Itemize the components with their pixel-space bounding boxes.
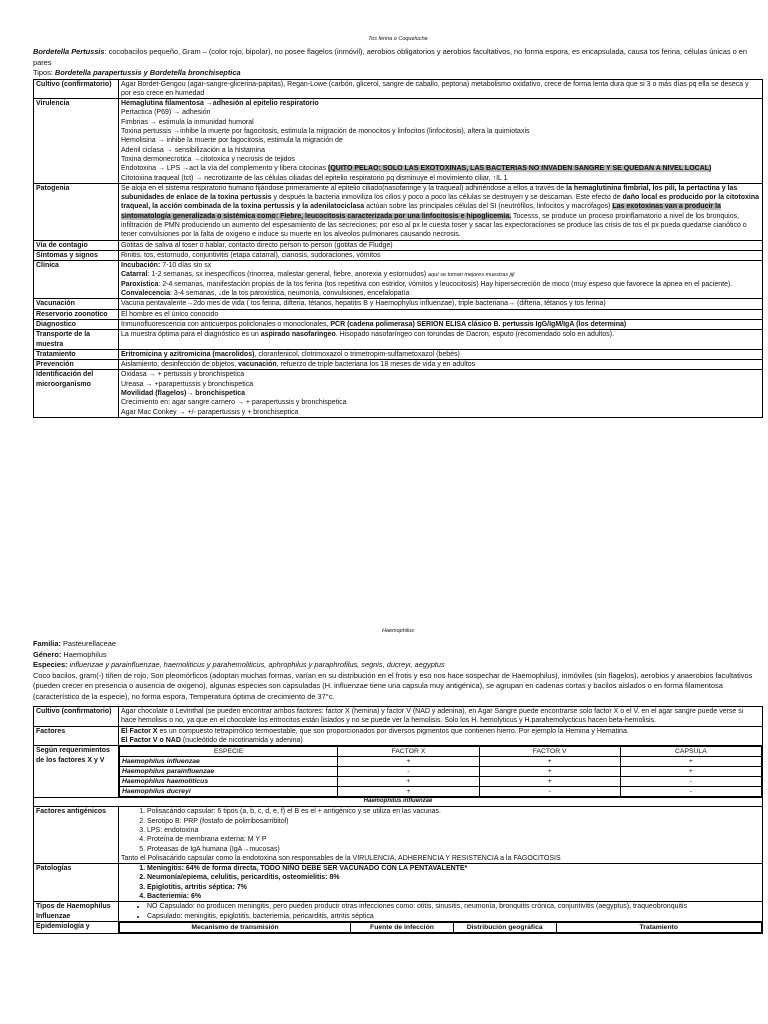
familia-value: Pasteurellaceae	[62, 639, 116, 648]
row-value	[119, 902, 763, 922]
column-header: Distribución geográfica	[453, 922, 556, 932]
tipos-label: Tipos:	[33, 68, 55, 78]
list-item: 3. Epiglotitis, artritis séptica: 7%	[147, 883, 760, 892]
row-label: Vía de contagio	[34, 240, 119, 250]
bold-span: aspirado nasofaríngeo	[260, 331, 336, 339]
antigen-list	[121, 807, 760, 853]
table-cell: +	[479, 767, 620, 777]
bold-span: Incubación:	[121, 262, 161, 270]
intro-paragraph	[33, 639, 763, 702]
row-value	[119, 319, 763, 329]
row-label: Tipos de Haemophilus Influenzae	[34, 902, 119, 922]
table-cell: +	[479, 757, 620, 767]
list-item: • NO Capsulado: no producen meningitis, pero pueden producir otras infecciones como: otitis, sinusitis, neumonía, bronquitis crónica, conjuntivitis (aegyptus), traqueobronquitis	[147, 902, 760, 911]
pertussis-table	[33, 79, 763, 418]
table-cell: Haemophilus influenzae	[120, 757, 338, 767]
table-row	[120, 787, 762, 797]
text-span: Inmunofluorescencia con anticuerpos policlonales o monoclonales,	[121, 320, 331, 328]
row-label: Síntomas y signos	[34, 250, 119, 260]
bold-span: Catarral	[121, 271, 148, 279]
list-item: Citotoxina traqueal (tct) → necrotizante de las células ciliadas del epitelio respiratorio pq disminuye el movimiento ciliar, ↑IL 1	[121, 174, 508, 182]
row-label: Reservorio zoonotico	[34, 309, 119, 319]
especies-label: Especies:	[33, 660, 70, 670]
list-item: Oxidasa → + pertussis y bronchispetica	[121, 371, 245, 379]
table-cell: Haemophilus ducreyi	[120, 787, 338, 797]
row-label: Transporte de la muestra	[34, 330, 119, 350]
text-span: (nucleótido de nicotinamida y adenina)	[180, 736, 303, 744]
list-item: 2. Neumonía/epiema, celulitis, pericarditis, osteomielitis: 8%	[147, 873, 760, 882]
doc-section-haemophilus	[33, 628, 763, 934]
table-cell: -	[620, 777, 761, 787]
text-span: : 1-2 semanas, sx inespecíficos (rinorrea, malestar general, fiebre, anorexia y estornudos)	[147, 271, 428, 279]
row-label: Factores	[34, 726, 119, 746]
row-value	[119, 746, 763, 798]
table-cell: +	[620, 767, 761, 777]
bold-span: daño local es producido por la citotoxina traqueal, la acción combinada de la toxina pertussis y la adenilatociclasa	[121, 194, 760, 211]
list-item: Hemaglutina filamentosa →adhesión al epitelio respiratorio	[121, 100, 319, 108]
table-row	[34, 79, 763, 99]
column-header: Fuente de infección	[351, 922, 454, 932]
table-cell: +	[338, 777, 479, 787]
list-item: 1. Meningitis: 64% de forma directa, TODO NIÑO DEBE SER VACUNADO CON LA PENTAVALENTE*	[147, 864, 760, 873]
table-row	[34, 330, 763, 350]
intro-paragraph	[33, 47, 763, 79]
text-span: : 2-4 semanas, manifestación propias de la tos ferina (tos repetitiva con estridor, vómitos y leucocitosis) Hay hipersecreción de moco (muy espeso que favorece la apnea en el paciente).	[158, 280, 733, 288]
column-header: FACTOR V	[479, 747, 620, 757]
bold-span: El Factor V o NAD	[121, 736, 181, 744]
list-item: 4. Proteína de membrana externa: M Y P	[147, 835, 760, 844]
table-row	[34, 864, 763, 902]
list-item: Pertactica (P69) → adhesión	[121, 109, 211, 117]
row-value	[119, 261, 763, 299]
column-header: FACTOR X	[338, 747, 479, 757]
text-span: y después la bacteria inmoviliza los cilios y poco a poco las células se destruyen y se descaman. Este efecto de	[271, 194, 623, 202]
text-span: 7-10 días sin sx	[160, 262, 212, 270]
pathology-list	[121, 864, 760, 901]
row-label: Cultivo (confirmatorio)	[34, 79, 119, 99]
column-header: ESPECIE	[120, 747, 338, 757]
text-span: Tocesss, se produce un proceso proinflamatorio a nivel de los bronquios, infiltración de PMN produciendo un aumento del espesamiento de las secreciones; por eso al px le cuesta toser y sacar las expectoraciones se produce las crisis de tos el px pueda quedarse cianótico o tener convulsiones por la falta de oxigeno e induce su muerte en los alveolos pulmonares causando necrosis.	[121, 212, 747, 239]
table-cell: -	[479, 787, 620, 797]
list-item: • Capsulado: meningitis, epiglotitis, bacteriemia, pericarditis, artritis séptica	[147, 912, 760, 921]
column-header: CAPSULA	[620, 747, 761, 757]
table-row	[34, 349, 763, 359]
table-row	[34, 807, 763, 864]
list-item: Ureasa → +parapertussis y bronchispetica	[121, 380, 254, 388]
doc-section-pertussis	[33, 36, 763, 418]
table-row	[120, 757, 762, 767]
text-span: La muestra óptima para el diagnóstico es un	[121, 331, 261, 339]
row-value	[119, 330, 763, 350]
row-label: Identificación del microorganismo	[34, 370, 119, 417]
table-cell: Haemophilus haemoliticus	[120, 777, 338, 787]
especies-value: influenzae y parainfluenzae, haemoliticus y parahemoliticus, aphrophilus y paraphrofilus, segnis, ducreyi, aegyptus	[69, 660, 445, 670]
familia-label: Familia:	[33, 639, 63, 648]
row-label: Según requerimientos de los factores X y V	[34, 746, 119, 798]
list-item: Adenil ciclasa → sensibilización a la histamina	[121, 146, 265, 154]
page-title: Haemophilus	[381, 628, 415, 634]
types-list	[121, 902, 760, 921]
list-item: 1. Polisacárido capsular: 6 tipos (a, b, c, d, e, f) el B es el + antigénico y se utiliza en las vacunas.	[147, 807, 760, 816]
row-value	[119, 370, 763, 417]
text-span: . Hisopado nasofaríngeo con torundas de Dacron, esputo (recomendado solo en adultos).	[335, 331, 615, 339]
row-label: Tratamiento	[34, 349, 119, 359]
table-cell: +	[479, 777, 620, 787]
bold-span: la hemaglutinina fimbrial, los pili, la pertactina y las subunidades de enlace de la toxina pertussis	[121, 184, 738, 202]
list-item: Crecimiento en: agar sangre carnero → + parapertussis y bronchispetica	[121, 399, 347, 407]
list-item: 3. LPS: endotoxina	[147, 826, 760, 835]
table-row	[34, 309, 763, 319]
text-span: : 3-4 semanas, ↓de la tos paroxística, neumonía, convulsiones, encefalopatía	[170, 290, 410, 298]
row-value	[119, 921, 763, 933]
description: Coco bacilos, gram(-) tiñen de rojo, Son pleomórficos (adoptan muchas formas, varían en su distribución en el frotis y eso nos hace sospechar de Haemophilus), inmóviles (sin flagelos), aerobios y anaerobios facultativos (pueden crecer en presencia o ausencia de oxigeno), algunas especies son capsuladas (H. influenzae tiene una capsula muy antigénica), se agrupan en cadenas cortas y bacilos aislados o en forma filamentosa (característico de la especie), no forma espora, Temperatura óptima de crecimiento de 37°c.	[33, 670, 753, 701]
table-row	[34, 726, 763, 746]
table-row	[120, 767, 762, 777]
row-value: Gotitas de saliva al toser o hablar, contacto directo person to person (gotitas de Fludge)	[119, 240, 763, 250]
bold-span: vacunación	[238, 361, 277, 369]
text-span: Tanto el Polisacárido capsular como la endotoxina son responsables de la VIRULENCIA, ADHERENCIA Y RESISTENCIA a la FAGOCITOSIS	[121, 854, 561, 862]
row-value	[119, 99, 763, 184]
text-span: , refuerzo de triple bacteriana los 18 meses de vida y en adultos	[276, 361, 476, 369]
organism-name: Bordetella Pertussis	[33, 47, 105, 56]
row-label: Virulencia	[34, 99, 119, 184]
table-cell: -	[338, 767, 479, 777]
row-value	[119, 807, 763, 864]
tipos-value: Bordetella parapertussis y Bordetella bronchiseptica	[54, 68, 241, 78]
row-label: Clínica	[34, 261, 119, 299]
haemophilus-table	[33, 706, 763, 934]
table-cell: -	[620, 787, 761, 797]
table-cell: +	[338, 787, 479, 797]
list-item: 5. Proteasas de IgA humana (IgA→mucosas)	[147, 845, 760, 854]
list-item: 2. Serotipo B: PRP (fostafo de polirribosarribitol)	[147, 817, 760, 826]
text-span: , cloranfenicol, clotrimoxazol o trimetropim-sulfametoxazol (bebés)	[254, 350, 460, 358]
row-value	[119, 726, 763, 746]
table-cell: Haemophilus parainfluenzae	[120, 767, 338, 777]
row-label: Epidemiología y	[34, 921, 119, 933]
list-item: 4. Bacteriemia: 6%	[147, 892, 760, 901]
text-span: Aislamiento, desinfección de objetos,	[121, 361, 239, 369]
table-row	[34, 360, 763, 370]
table-row	[120, 777, 762, 787]
row-value: El hombre es el único conocido	[119, 309, 763, 319]
row-value	[119, 360, 763, 370]
row-label: Vacunación	[34, 299, 119, 309]
note-span: aquí se toman mejores muestras jiji	[428, 272, 515, 279]
bold-span: Convalecencia	[121, 290, 171, 298]
row-value: Vacuna pentavalente→2do mes de vida ( tos ferina, difteria, tétanos, hepatitis B y Haemophylus influenzae), triple bacteriana→ (difteria, tétanos y tos ferina)	[119, 299, 763, 309]
row-label: Patologías	[34, 864, 119, 902]
text-span: actúan sobre las principales células del SI (neutrófilos, linfocitos y macrófagos)	[364, 203, 613, 211]
row-value: Agar chocolate o Levinthal (se pueden encontrar ambos factores: factor X (hemina) y factor V (NAD y adenina), en Agar Sangre puede encontrarse solo factor X o el V. en el agar sangre puede verse si hace hemolisis o no, ya que en el chocolate los eritrocitos están lisiados y no se puede ver la hemolisis. Solo los H. hemolyticus y H.parahemolycticus hacen beta-hemolisis.	[119, 707, 763, 727]
column-header: Mecanismo de transmisión	[120, 922, 351, 932]
column-header: Tratamiento	[556, 922, 761, 932]
genero-value: Haemophilus	[63, 649, 107, 659]
list-item: Toxina dermonecrotica →citotoxica y necrosis de tejidos	[121, 155, 295, 163]
list-item: Fimbrias → estimula la inmunidad humoral	[121, 118, 254, 126]
table-header-row	[120, 747, 762, 757]
row-label: Diagnostico	[34, 319, 119, 329]
highlight-note: Las exotoxinas van a producir la sintomatología generalizada o sistémica como: Fiebre, leucocitosis caracterizada por una linfocitosis e hipoglicemia.	[121, 203, 721, 220]
table-row	[34, 250, 763, 260]
table-row	[34, 183, 763, 240]
list-item: Toxina pertussis →inhibe la muerte por fagocitosis, estimula la migración de monocitos y linfocitos (linfocitosis), altera la quimiotaxis	[121, 128, 530, 136]
row-value	[119, 183, 763, 240]
factor-table	[119, 746, 762, 797]
subheading: Haemophilus influenzae	[34, 798, 763, 807]
table-row	[34, 707, 763, 727]
row-value	[119, 864, 763, 902]
intro-text: : cocobacilos pequeño, Gram – (color rojo, bipolar), no posee flagelos (inmóvil), aerobios obligatorios y aerobios facultativos, no forma espora, es encapsulada, causa tos ferina, células únicas o en pares	[33, 47, 748, 67]
row-value	[119, 349, 763, 359]
row-value: Rinitis, tos, estornudo, conjuntivitis (etapa catarral), cianosis, sudoraciones, vómitos	[119, 250, 763, 260]
page-title: Tos ferina o Coqueluche	[368, 36, 428, 42]
table-cell: +	[338, 757, 479, 767]
list-item: Movilidad (flagelos)→ bronchispetica	[121, 390, 246, 398]
genero-label: Género:	[33, 649, 64, 659]
table-row	[34, 798, 763, 807]
row-label: Factores antigénicos	[34, 807, 119, 864]
bold-span: PCR (cadena polimerasa) SERION ELISA clásico B. pertussis IgG/IgM/IgA (los determina)	[330, 320, 627, 328]
table-row	[34, 261, 763, 299]
list-item: Agar Mac Conkey → +/- parapertussis y + bronchiseptica	[121, 408, 299, 416]
row-label: Prevención	[34, 360, 119, 370]
text-span: es un compuesto tetrapirrólico termoestable, que son proporcionados por diversos pigmentos que contienen hierro. Por ejemplo la Hemina y Hematina.	[157, 727, 629, 735]
table-row	[34, 746, 763, 798]
highlight-note: (QUITO PELAO: SOLO LAS EXOTOXINAS, LAS BACTERIAS NO INVADEN SANGRE Y SE QUEDAN A NIVEL LOCAL)	[328, 165, 712, 173]
table-row	[34, 921, 763, 933]
row-label: Patogenia	[34, 183, 119, 240]
table-header-row	[120, 922, 762, 932]
epi-table	[119, 922, 762, 933]
text-span: Se aloja en el sistema respiratorio humano fijándose primeramente al epitelio ciliado(nasofaringe y la traqueal) adhiriéndose a ellos a través de	[121, 184, 567, 192]
list-item: Hemolisina → inhibe la muerte por fagocitosis, estimula la migración de	[121, 137, 343, 145]
table-row	[34, 319, 763, 329]
bold-span: Paroxística	[121, 280, 159, 288]
table-row	[34, 240, 763, 250]
bold-span: El Factor X	[121, 727, 158, 735]
table-row	[34, 99, 763, 184]
list-item: Endotoxina → LPS →act la vía del complemento y libera citocinas	[121, 165, 327, 173]
bold-span: Eritromicina y azitromicina (macrolidos)	[121, 350, 255, 358]
table-row	[34, 370, 763, 417]
table-row	[34, 902, 763, 922]
row-label: Cultivo (confirmatorio)	[34, 707, 119, 727]
table-row	[34, 299, 763, 309]
row-value: Agar Bordet-Gengou (agar-sangre-glicerina-papitas), Regan-Lowe (carbón, glicerol, sangre de caballo, peptona) metabolismo oxidativo, crece de forma lenta dura que si 3 o más días pq ella se deseca y por eso crece en humedad	[119, 79, 763, 99]
table-cell: +	[620, 757, 761, 767]
